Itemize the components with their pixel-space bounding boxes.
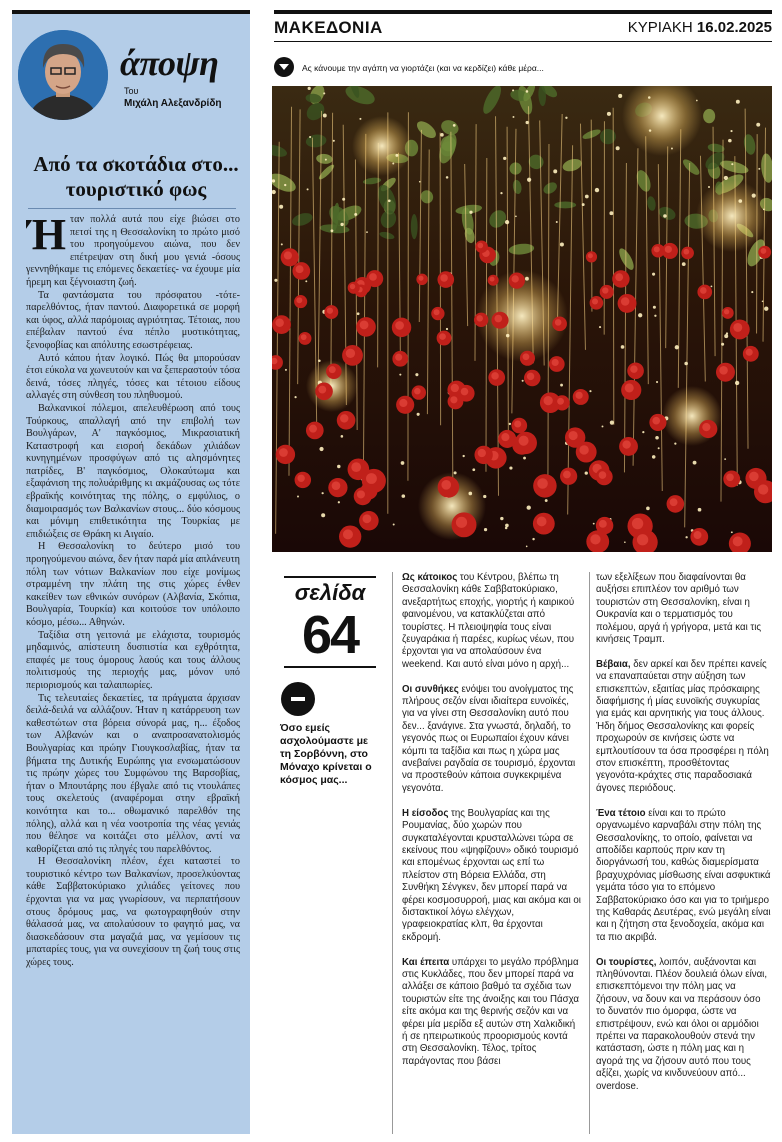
light-bulb xyxy=(756,123,760,127)
light-bulb xyxy=(522,380,524,382)
pull-quote: Όσο εμείς ασχολούμαστε με τη Σορβόννη, στο Μόναχο κρίνεται ο κόσμος μας... xyxy=(280,722,372,786)
light-bulb xyxy=(472,468,475,471)
light-bulb xyxy=(417,413,420,416)
rose-highlight xyxy=(491,372,499,380)
light-bulb xyxy=(509,466,512,469)
light-bulb xyxy=(469,211,472,214)
rose-highlight xyxy=(395,321,404,330)
paragraph-text: ενόψει του ανοίγματος της πλήρους σεζόν είναι ιδιαίτερα ευνοϊκές, για να γίνει στη Θεσσαλονίκη αυτό που δεν... ξανάγινε. Στα γνωστά, δηλαδή, το γεγονός πως οι Ευρωπαίοι έχουν κάνει κόμπι τα ταξίδια και πως η χώρα μας ανεβαίνει ραγδαία σε τουρισμό, έρχονται να προστεθούν κάποια συγκεκριμένα γεγονότα. xyxy=(402,683,576,794)
light-bulb xyxy=(359,118,361,120)
rose-highlight xyxy=(544,396,553,405)
rose-highlight xyxy=(527,373,534,380)
rose-highlight xyxy=(537,478,548,489)
header-rule-thin xyxy=(274,41,772,42)
light-bulb xyxy=(527,505,531,509)
opinion-paragraph xyxy=(26,214,240,290)
header-rule xyxy=(274,10,772,14)
badge-word: σελίδα xyxy=(294,580,366,605)
light-bulb xyxy=(735,381,739,385)
light-bulb xyxy=(698,508,702,512)
light-bulb xyxy=(582,203,585,206)
rose-highlight xyxy=(343,529,353,539)
light-bulb xyxy=(545,499,548,502)
light-bulb xyxy=(610,421,614,425)
rose-highlight xyxy=(440,274,447,281)
light-bulb xyxy=(323,92,325,94)
issue-date-value: 16.02.2025 xyxy=(696,19,772,36)
opinion-body xyxy=(26,214,240,1132)
light-bulb xyxy=(500,192,502,194)
light-bulb xyxy=(738,199,742,203)
rose-highlight xyxy=(632,518,643,529)
light-bulb xyxy=(512,89,514,91)
rose-highlight xyxy=(461,388,469,396)
rose-highlight xyxy=(494,315,502,323)
issue-day: ΚΥΡΙΑΚΗ xyxy=(627,19,693,36)
light-bulb xyxy=(333,140,335,142)
light-bulb xyxy=(512,116,514,118)
light-bulb xyxy=(696,100,698,102)
light-bulb xyxy=(655,436,659,440)
article-paragraph xyxy=(402,572,582,671)
light-bulb xyxy=(721,343,724,346)
rose-highlight xyxy=(537,517,547,527)
paragraph-text: των εξελίξεων που διαφαίνονται θα αυξήσει επιπλέον τον αριθμό των τουριστών στη Θεσσαλονίκη, είναι η Ουκρανία και ο τερματισμός του πολέμου, αργά ή γρήγορα, μετά και τις κινήσεις Τραμπ. xyxy=(596,572,762,646)
rose-highlight xyxy=(275,318,283,326)
light-bulb xyxy=(340,223,343,226)
light-bulb xyxy=(527,178,531,182)
light-bulb xyxy=(308,87,311,90)
rose-highlight xyxy=(434,309,440,315)
light-bulb xyxy=(402,494,406,498)
light-bulb xyxy=(305,280,307,282)
light-bulb xyxy=(309,136,311,138)
light-bulb xyxy=(515,215,517,217)
rose-highlight xyxy=(726,473,734,481)
by-prefix: Του xyxy=(124,86,139,96)
chevron-down-icon xyxy=(274,57,294,77)
light-bulb xyxy=(484,528,487,531)
rose-highlight xyxy=(279,448,288,457)
paragraph-text: υπάρχει το μεγάλο πρόβλημα στις Κυκλάδες, που δεν μπορεί παρά να αλλάξει σε κάποιο βαθμό τα σχέδια των τουριστών είτε της άνοιξης και του Πάσχα είτε ακόμα και της θερινής σεζόν και να φέρει μία μερίδα εξ αυτών στη Χαλκιδική ή σε ηπειρωτικούς προορισμούς κοντά στη Θεσσαλονίκη. Τέλος, τρίτος παράγοντας που βάσει xyxy=(402,956,579,1067)
light-bulb xyxy=(453,124,456,127)
rose-highlight xyxy=(576,392,583,399)
light-bulb xyxy=(331,229,334,232)
light-bulb xyxy=(294,396,296,398)
rose-highlight xyxy=(456,517,467,528)
rose-highlight xyxy=(552,359,559,366)
light-bulb xyxy=(483,495,486,498)
light-bulb xyxy=(621,345,625,349)
paragraph-lead: Η είσοδος xyxy=(402,807,449,819)
light-bulb xyxy=(618,94,622,98)
light-bulb xyxy=(279,205,283,209)
paragraph-text: του Κέντρου, βλέπω τη Θεσσαλονίκη κάθε Σαββατοκύριακο, ανεξαρτήτως εποχής, γιορτής ή καιρικού φαινομένου, να κατακλύζεται από τουρίστες. Η πλειοψηφία τους είναι ζευγαράκια ή παρέες, κυρίως νέων, που έρχονται για να απολαύσουν ένα weekend. Και αυτό είναι μόνο η αρχή... xyxy=(402,572,575,670)
photo-leaf xyxy=(554,201,576,208)
opinion-paragraph: Βαλκανικοί πόλεμοι, απελευθέρωση από τους Τούρκους, απαλλαγή από την επιβολή των Βουλγάρων, Α' παγκόσμιος, Μικρασιατική Καταστροφή και εισροή δεκάδων χιλιάδων κυνηγημένων προσφύγων από τις αλησμόνητες πατρίδες, Β' παγκόσμιος, Ολοκαύτωμα και εξαφάνιση της πολυάριθμης κι ακμάζουσας ως τότε εβραϊκής κοινότητας της πόλης, ο εμφύλιος, ο διαμοιρασμός των Βαλκανίων στους... δύο κόσμους και μόνιμη επιθετικότητα της Τουρκίας με επιδιώξεις σε Θράκη κι Αιγαίο. xyxy=(26,402,240,540)
light-bulb xyxy=(553,169,557,173)
light-bulb xyxy=(285,369,287,371)
light-bulb xyxy=(388,199,391,202)
rose-highlight xyxy=(369,273,377,281)
light-bulb xyxy=(454,471,457,474)
light-bulb xyxy=(731,163,733,165)
light-bulb xyxy=(318,359,321,362)
light-bulb xyxy=(711,285,713,287)
light-bulb xyxy=(446,176,449,179)
light-bulb xyxy=(656,381,658,383)
light-bulb xyxy=(525,277,529,281)
rose-highlight xyxy=(602,287,608,293)
light-bulb xyxy=(648,96,651,99)
light-bulb xyxy=(274,279,277,282)
rose-highlight xyxy=(478,243,484,249)
light-string xyxy=(591,120,592,312)
rose-highlight xyxy=(301,334,307,340)
light-bulb xyxy=(649,129,651,131)
light-bulb xyxy=(724,176,728,180)
article-column-b xyxy=(596,572,772,1134)
light-bulb xyxy=(337,465,340,468)
light-bulb xyxy=(395,154,398,157)
opinion-label: άποψη xyxy=(120,43,219,83)
article-paragraph xyxy=(402,684,582,796)
rose-highlight xyxy=(746,349,753,356)
light-bulb xyxy=(671,148,673,150)
rose-highlight xyxy=(555,319,562,326)
opinion-paragraph: Η Θεσσαλονίκη πλέον, έχει καταστεί το τουριστικό κέντρο των Βαλκανίων, προσελκύοντας κάθε Σαββατοκύριακο χιλιάδες γείτονες που έρχονται για να μας γνωρίσουν, να περπατήσουν στους δρόμους μας, να φωτογραφηθούν στην θάλασσά μας, να απολαύσουν το φαγητό μας, να διασκεδάσουν στα μαγαζιά μας, να γεμίσουν τις μπαταρίες τους, για να συνεχίσουν τη ζωή τους στις χώρες τους. xyxy=(26,856,240,969)
light-bulb xyxy=(338,501,340,503)
rose-highlight xyxy=(477,315,483,321)
rose-highlight xyxy=(309,425,317,433)
rose-highlight xyxy=(441,480,451,490)
light-bulb xyxy=(415,373,418,376)
light-bulb xyxy=(736,100,740,104)
light-bulb xyxy=(523,457,526,460)
rose-highlight xyxy=(490,277,495,282)
rose-highlight xyxy=(501,433,509,441)
issue-date xyxy=(628,19,772,36)
paragraph-text: της Βουλγαρίας και της Ρουμανίας, δύο χωρών που συγκαταλέγονται κρυσταλλώνει τώρα σε εκείνους που «ψηφίζουν» οδικό τουρισμό και επομένως έρχονται ως επί τω πλείστον στη Βόρεια Ελλάδα, στη Συνθήκη Σένγκεν, δεν μπορεί παρά να φέρει κοσμοσυρροή, μιας και ακόμα και οι διστακτικοί λόγω ελέγχων, γραφειοκρατίας κλπ, θα έρχονται εκδρομή. xyxy=(402,807,581,943)
article-paragraph xyxy=(596,957,772,1093)
light-bulb xyxy=(646,507,650,511)
rose-highlight xyxy=(318,386,326,394)
opinion-column xyxy=(12,10,250,1134)
column-divider xyxy=(589,572,590,1134)
title-divider xyxy=(28,208,236,209)
light-bulb xyxy=(556,221,558,223)
light-bulb xyxy=(674,443,676,445)
rose-highlight xyxy=(621,297,630,306)
rose-highlight xyxy=(590,534,600,544)
rose-highlight xyxy=(683,249,689,255)
rose-highlight xyxy=(340,414,348,422)
light-bulb xyxy=(565,117,567,119)
light-bulb xyxy=(658,447,660,449)
light-bulb xyxy=(419,181,421,183)
rose-highlight xyxy=(652,417,660,425)
rose-highlight xyxy=(625,383,634,392)
light-bulb xyxy=(624,541,626,543)
light-bulb xyxy=(663,214,666,217)
light-bulb xyxy=(462,455,464,457)
light-bulb xyxy=(393,524,395,526)
light-bulb xyxy=(526,121,529,124)
light-bulb xyxy=(638,313,642,317)
light-bulb xyxy=(560,384,563,387)
light-string xyxy=(378,143,379,367)
rose-highlight xyxy=(350,284,355,289)
rose-highlight xyxy=(366,473,377,484)
photo-caption: Ας κάνουμε την αγάπη να γιορτάζει (και να κερδίζει) κάθε μέρα... xyxy=(302,63,544,73)
rose-highlight xyxy=(592,298,598,304)
article-paragraph xyxy=(596,572,772,646)
article-paragraph xyxy=(596,659,772,795)
rose-highlight xyxy=(395,354,402,361)
light-bulb xyxy=(307,188,309,190)
light-bulb xyxy=(599,326,601,328)
light-bulb xyxy=(724,334,728,338)
rose-highlight xyxy=(719,366,728,375)
light-bulb xyxy=(500,517,503,520)
light-glow xyxy=(696,180,768,252)
rose-highlight xyxy=(758,484,768,494)
author-name: Μιχάλη Αλεξανδρίδη xyxy=(124,98,222,109)
photo-roses-lights xyxy=(272,86,772,552)
light-bulb xyxy=(446,328,448,330)
rose-highlight xyxy=(514,420,521,427)
author-photo xyxy=(18,30,108,120)
rose-highlight xyxy=(622,440,630,448)
rose-highlight xyxy=(512,275,519,282)
rose-highlight xyxy=(557,398,564,405)
rose-highlight xyxy=(332,481,341,490)
opinion-paragraph: Ταξίδια στη γειτονιά με ελάχιστα, τουρισμός μηδαμινός, απίστευτη δυσπιστία και εχθρότητα, επαφές με τους όμορους λαούς και τους άλλους πολιτισμούς της περιοχής μας, μόνον υπό περιορισμούς και ταλαιπωρίες. xyxy=(26,629,240,691)
dropcap: Ή xyxy=(26,214,67,259)
light-bulb xyxy=(281,243,283,245)
light-bulb xyxy=(506,334,509,337)
light-bulb xyxy=(731,531,733,533)
rose-highlight xyxy=(694,531,702,539)
light-bulb xyxy=(595,188,599,192)
rose-highlight xyxy=(329,366,336,373)
light-bulb xyxy=(724,458,726,460)
rose-highlight xyxy=(700,287,707,294)
light-bulb xyxy=(392,162,394,164)
rose-highlight xyxy=(327,308,333,314)
opinion-paragraph: Αυτό κάπου ήταν λογικό. Πώς θα μπορούσαν έτσι εύκολα να χωνευτούν και να ξεπεραστούν τόσα δεινά, τόσες πληγές, τόσες και τέτοιου είδους αλλαγές στη σύνθεση του πληθυσμού. xyxy=(26,352,240,402)
article-paragraph xyxy=(402,957,582,1069)
paragraph-lead: Και έπειτα xyxy=(402,956,450,968)
light-bulb xyxy=(322,492,324,494)
rose-highlight xyxy=(360,321,369,330)
rose-highlight xyxy=(357,490,365,498)
light-bulb xyxy=(509,423,511,425)
light-bulb xyxy=(319,447,323,451)
rose-highlight xyxy=(637,534,648,545)
light-bulb xyxy=(532,538,534,540)
rose-highlight xyxy=(346,349,355,358)
rose-highlight xyxy=(654,246,660,252)
minus-circle-icon xyxy=(281,682,315,716)
light-bulb xyxy=(693,461,697,465)
light-bulb xyxy=(764,307,768,311)
column-divider xyxy=(392,572,393,1134)
rose-highlight xyxy=(296,265,304,273)
rose-highlight xyxy=(296,297,302,303)
light-bulb xyxy=(585,195,589,199)
rose-highlight xyxy=(450,396,457,403)
light-bulb xyxy=(357,312,360,315)
light-bulb xyxy=(682,262,686,266)
rose-highlight xyxy=(599,471,607,479)
rose-highlight xyxy=(284,251,292,259)
light-bulb xyxy=(593,523,595,525)
light-bulb xyxy=(354,213,357,216)
paragraph-text: λοιπόν, αυξάνονται και πληθύνονται. Πλέον δουλειά όλων είναι, επισκεπτόμενοι την πόλη μας να ζήσουν, να δουν και να περάσουν όσο το δυνατόν πιο όμορφα, ώστε να επιστρέψουν, ενώ και όλοι οι αρμόδιοι πρέπει να παρακολουθούν στενά την κατάσταση, ώστε η πόλη μας και η αγορά της να ζήσουν αυτό που τους αξίζει, χωρίς να κινδυνεύουν από... overdose. xyxy=(596,956,768,1092)
main-photo xyxy=(272,86,772,552)
rose-highlight xyxy=(478,449,486,457)
rose-highlight xyxy=(399,399,407,407)
light-bulb xyxy=(607,112,611,116)
paragraph-lead: Οι συνθήκες xyxy=(402,683,459,695)
light-bulb xyxy=(684,362,688,366)
rose-highlight xyxy=(749,472,759,482)
rose-highlight xyxy=(451,384,459,392)
paragraph-lead: Βέβαια, xyxy=(596,658,631,670)
light-bulb xyxy=(560,242,564,246)
rose-highlight xyxy=(569,431,578,440)
light-bulb xyxy=(440,133,444,137)
light-bulb xyxy=(652,455,656,459)
paragraph-lead: Ως κάτοικος xyxy=(402,572,458,583)
rose-highlight xyxy=(761,248,767,254)
light-bulb xyxy=(468,492,472,496)
rose-highlight xyxy=(702,423,710,431)
rose-highlight xyxy=(363,514,372,523)
rose-highlight xyxy=(439,333,446,340)
rose-highlight xyxy=(630,365,637,372)
light-bulb xyxy=(399,374,401,376)
light-bulb xyxy=(730,130,732,132)
light-bulb xyxy=(505,524,509,528)
article-paragraph xyxy=(596,808,772,944)
light-bulb xyxy=(728,139,732,143)
paragraph-lead: Ένα τέτοιο xyxy=(596,807,646,819)
light-bulb xyxy=(616,146,620,150)
light-bulb xyxy=(758,168,760,170)
light-bulb xyxy=(642,431,644,433)
light-bulb xyxy=(401,461,405,465)
light-bulb xyxy=(366,231,368,233)
light-glow xyxy=(352,116,412,176)
rose-highlight xyxy=(733,323,742,332)
paragraph-text: δεν αρκεί και δεν πρέπει κανείς να επαναπαύεται στην αύξηση των επισκεπτών, εξαιτίας μίας πρόσκαιρης διαφήμισης ή μίας ευνοϊκής συγκυρίας για εμάς και αρνητικής για τους άλλους. Ήδη δήμος Θεσσαλονίκης και φορείς προχωρούν σε κινήσεις ώστε να εμπλουτίσουν τα όσα προσφέρει η πόλη στον επισκέπτη, προσθέτοντας γεγονότα-κράχτες στις παραδοσιακά άγονες περιόδους. xyxy=(596,658,769,794)
light-bulb xyxy=(675,345,679,349)
light-bulb xyxy=(323,114,327,118)
light-bulb xyxy=(342,198,345,201)
light-bulb xyxy=(652,273,655,276)
paragraph-text: είναι και το πρώτο οργανωμένο καρναβάλι στην πόλη της Θεσσαλονίκης, το οποίο, φαίνεται να αποδίδει καρπούς πριν καν τη διοργάνωσή του, καθώς διαμερίσματα βραχυχρόνιας μίσθωσης είναι ασφυκτικά γεμάτα τόσο για το επόμενο Σαββατοκύριακο όσο και για το τριήμερο της Καθαράς Δευτέρας, ενώ μεγάλη είναι και η ζήτηση στα ξενοδοχεία, ακόμα και τα πιο ακριβά. xyxy=(596,807,771,943)
light-bulb xyxy=(325,159,327,161)
light-bulb xyxy=(751,291,753,293)
rose-highlight xyxy=(670,498,678,506)
light-bulb xyxy=(653,306,656,309)
rose-highlight xyxy=(588,253,593,258)
rose-highlight xyxy=(523,353,530,360)
light-bulb xyxy=(526,90,529,93)
rose-highlight xyxy=(563,471,571,479)
light-bulb xyxy=(654,315,656,317)
light-bulb xyxy=(297,496,299,498)
opinion-paragraph-text: ταν πολλά αυτά που είχε βιώσει στο πετσί της η Θεσσαλονίκη το πρώτο μισό του προηγούμενου αιώνα, που δεν επέτρεψαν στη δική μου γενιά -όσους γεννηθήκαμε τις επόμενες δεκαετίες- να έχουμε μία ήρεμη και ξέγνοιαστη ζωή. xyxy=(26,214,240,288)
light-bulb xyxy=(708,186,710,188)
light-bulb xyxy=(762,300,764,302)
light-bulb xyxy=(752,194,756,198)
rose-highlight xyxy=(351,462,361,472)
rose-highlight xyxy=(414,388,420,394)
page-badge xyxy=(284,576,376,668)
rose-highlight xyxy=(615,273,623,281)
rose-highlight xyxy=(733,536,743,546)
light-bulb xyxy=(505,220,509,224)
badge-number: 64 xyxy=(301,605,359,665)
light-string xyxy=(613,108,614,425)
paragraph-lead: Οι τουρίστες, xyxy=(596,956,657,968)
article-column-a xyxy=(402,572,582,1134)
rose-highlight xyxy=(418,276,423,281)
rose-highlight xyxy=(665,246,672,253)
opinion-paragraph: Τις τελευταίες δεκαετίες, τα πράγματα άρχισαν δειλά-δειλά να αλλάζουν. Ήταν η κατάρρευση των καθεστώτων στα βόρεια σύνορά μας, η... έξοδος των Αλβανών και ο αναπροσανατολισμός Βουλγαρίας και πρώην Γιουγκοσλαβίας, ήταν τα βήματα της Δυτικής Ευρώπης για ενσωματώσουν τις πρώην χώρες του Συμφώνου της Βαρσοβίας, ήταν ο Μπουτάρης που έβγαλε από τις ντουλάπες τους σκελετούς (αναφέρομαι στην εβραϊκή κοινότητα και το... οθωμανικό παρελθόν της πόλης), αλλά και η νέα νοοτροπία της νέας γενιάς που θέλησε να κοιτάζει στο μέλλον, αντί να καθορίζεται από τις πληγές του παρελθόντος. xyxy=(26,692,240,855)
article-paragraph xyxy=(402,808,582,944)
light-bulb xyxy=(341,435,344,438)
opinion-paragraph: Τα φαντάσματα του πρόσφατου -τότε- παρελθόντος, ήταν παντού. Διαφορετικά σε μορφή και ύφος, αλλά παρόμοιας αγριότητας. Τέτοιας, που επέβαλαν παντού ένα πέπλο μυστικότητας, ξενοφοβίας και απόλυτης εσωστρέφειας. xyxy=(26,289,240,351)
light-glow xyxy=(662,386,722,446)
rose-highlight xyxy=(519,436,529,446)
opinion-title: Από τα σκοτάδια στο... τουριστικό φως xyxy=(33,152,239,201)
light-bulb xyxy=(284,184,286,186)
light-bulb xyxy=(685,536,687,538)
light-bulb xyxy=(589,390,591,392)
opinion-paragraph: Η Θεσσαλονίκη το δεύτερο μισό του προηγούμενου αιώνα, δεν ήταν παρά μία απλάνευτη πόλη των νότιων Βαλκανίων που είχε μονίμως στραμμένη την πλάτη της στις χώρες ένθεν κακείθεν των εθνικών συνόρων (Αλβανία, Σκόπια, Βουλγαρία, Τουρκία) και κοιτούσε τον υπόλοιπο κόσμο, μέσω... Αθηνών. xyxy=(26,541,240,628)
light-bulb xyxy=(503,157,506,160)
light-bulb xyxy=(505,527,508,530)
light-bulb xyxy=(526,546,528,548)
light-bulb xyxy=(321,513,325,517)
section-name: ΜΑΚΕΔΟΝΙΑ xyxy=(274,18,383,37)
light-bulb xyxy=(585,472,588,475)
rose-highlight xyxy=(579,445,588,454)
light-bulb xyxy=(609,211,613,215)
rose-highlight xyxy=(599,520,607,528)
light-bulb xyxy=(763,208,765,210)
light-bulb xyxy=(602,425,604,427)
rose-highlight xyxy=(724,309,729,314)
rose-highlight xyxy=(297,475,304,482)
